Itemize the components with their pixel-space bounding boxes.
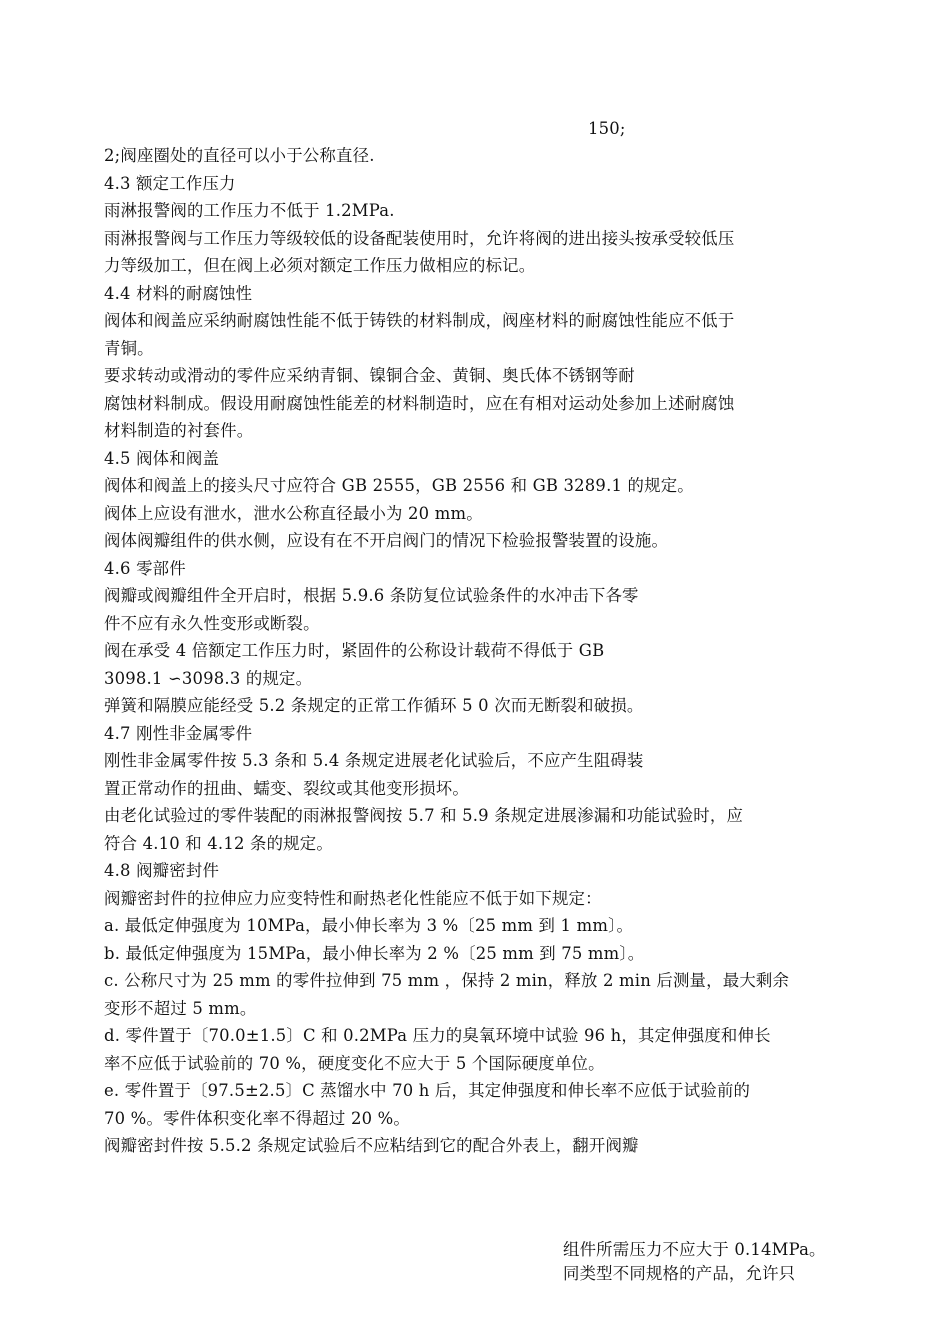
text-line: 腐蚀材料制成。假设用耐腐蚀性能差的材料制造时，应在有相对运动处参加上述耐腐蚀 [104, 394, 735, 413]
section-heading: 4.3 额定工作压力 [104, 174, 236, 193]
section-heading: 4.6 零部件 [104, 559, 186, 578]
text-line: 符合 4.10 和 4.12 条的规定。 [104, 834, 333, 853]
section-heading: 4.8 阀瓣密封件 [104, 861, 220, 880]
text-line: 青铜。 [104, 339, 154, 358]
page-number: 150; [588, 119, 626, 138]
footer-line: 同类型不同规格的产品，允许只 [563, 1264, 796, 1283]
list-item: d. 零件置于〔70.0±1.5〕C 和 0.2MPa 压力的臭氧环境中试验 96 h，其定伸强度和伸长 [104, 1026, 771, 1045]
list-item: c. 公称尺寸为 25 mm 的零件拉伸到 75 mm ，保持 2 min，释放 2 min 后测量，最大剩余 [104, 971, 790, 990]
text-line: 变形不超过 5 mm。 [104, 999, 257, 1018]
section-heading: 4.4 材料的耐腐蚀性 [104, 284, 253, 303]
text-line: 雨淋报警阀与工作压力等级较低的设备配装使用时，允许将阀的进出接头按承受较低压 [104, 229, 735, 248]
section-heading: 4.7 刚性非金属零件 [104, 724, 253, 743]
text-line: 阀瓣密封件按 5.5.2 条规定试验后不应粘结到它的配合外表上，翻开阀瓣 [104, 1136, 639, 1155]
section-heading: 4.5 阀体和阀盖 [104, 449, 220, 468]
footer-line: 组件所需压力不应大于 0.14MPa。 [563, 1240, 826, 1259]
text-line: 2;阀座圈处的直径可以小于公称直径. [104, 146, 375, 165]
text-line: 阀体和阀盖应采纳耐腐蚀性能不低于铸铁的材料制成，阀座材料的耐腐蚀性能应不低于 [104, 311, 735, 330]
list-item: e. 零件置于〔97.5±2.5〕C 蒸馏水中 70 h 后，其定伸强度和伸长率不应低于试验前的 [104, 1081, 751, 1100]
text-line: 阀在承受 4 倍额定工作压力时，紧固件的公称设计载荷不得低于 GB [104, 641, 605, 660]
text-line: 弹簧和隔膜应能经受 5.2 条规定的正常工作循环 5 0 次而无断裂和破损。 [104, 696, 644, 715]
text-line: 阀体上应设有泄水，泄水公称直径最小为 20 mm。 [104, 504, 483, 523]
text-line: 置正常动作的扭曲、蠕变、裂纹或其他变形损坏。 [104, 779, 469, 798]
text-line: 雨淋报警阀的工作压力不低于 1.2MPa. [104, 201, 395, 220]
text-line: 要求转动或滑动的零件应采纳青铜、镍铜合金、黄铜、奥氏体不锈钢等耐 [104, 366, 635, 385]
text-line: 由老化试验过的零件装配的雨淋报警阀按 5.7 和 5.9 条规定进展渗漏和功能试验时，应 [104, 806, 744, 825]
text-line: 件不应有永久性变形或断裂。 [104, 614, 320, 633]
text-line: 率不应低于试验前的 70 %，硬度变化不应大于 5 个国际硬度单位。 [104, 1054, 605, 1073]
text-line: 材料制造的衬套件。 [104, 421, 254, 440]
list-item: a. 最低定伸强度为 10MPa，最小伸长率为 3 %〔25 mm 到 1 mm〕。 [104, 916, 634, 935]
text-line: 阀体阀瓣组件的供水侧，应设有在不开启阀门的情况下检验报警装置的设施。 [104, 531, 669, 550]
list-item: b. 最低定伸强度为 15MPa，最小伸长率为 2 %〔25 mm 到 75 mm〕。 [104, 944, 645, 963]
text-line: 阀瓣或阀瓣组件全开启时，根据 5.9.6 条防复位试验条件的水冲击下各零 [104, 586, 639, 605]
text-line: 力等级加工，但在阀上必须对额定工作压力做相应的标记。 [104, 256, 536, 275]
text-line: 刚性非金属零件按 5.3 条和 5.4 条规定进展老化试验后，不应产生阻碍装 [104, 751, 644, 770]
text-line: 70 %。零件体积变化率不得超过 20 %。 [104, 1109, 410, 1128]
text-line: 阀瓣密封件的拉伸应力应变特性和耐热老化性能应不低于如下规定： [104, 889, 602, 908]
text-line: 3098.1 ∽3098.3 的规定。 [104, 669, 313, 688]
text-line: 阀体和阀盖上的接头尺寸应符合 GB 2555，GB 2556 和 GB 3289.1 的规定。 [104, 476, 694, 495]
